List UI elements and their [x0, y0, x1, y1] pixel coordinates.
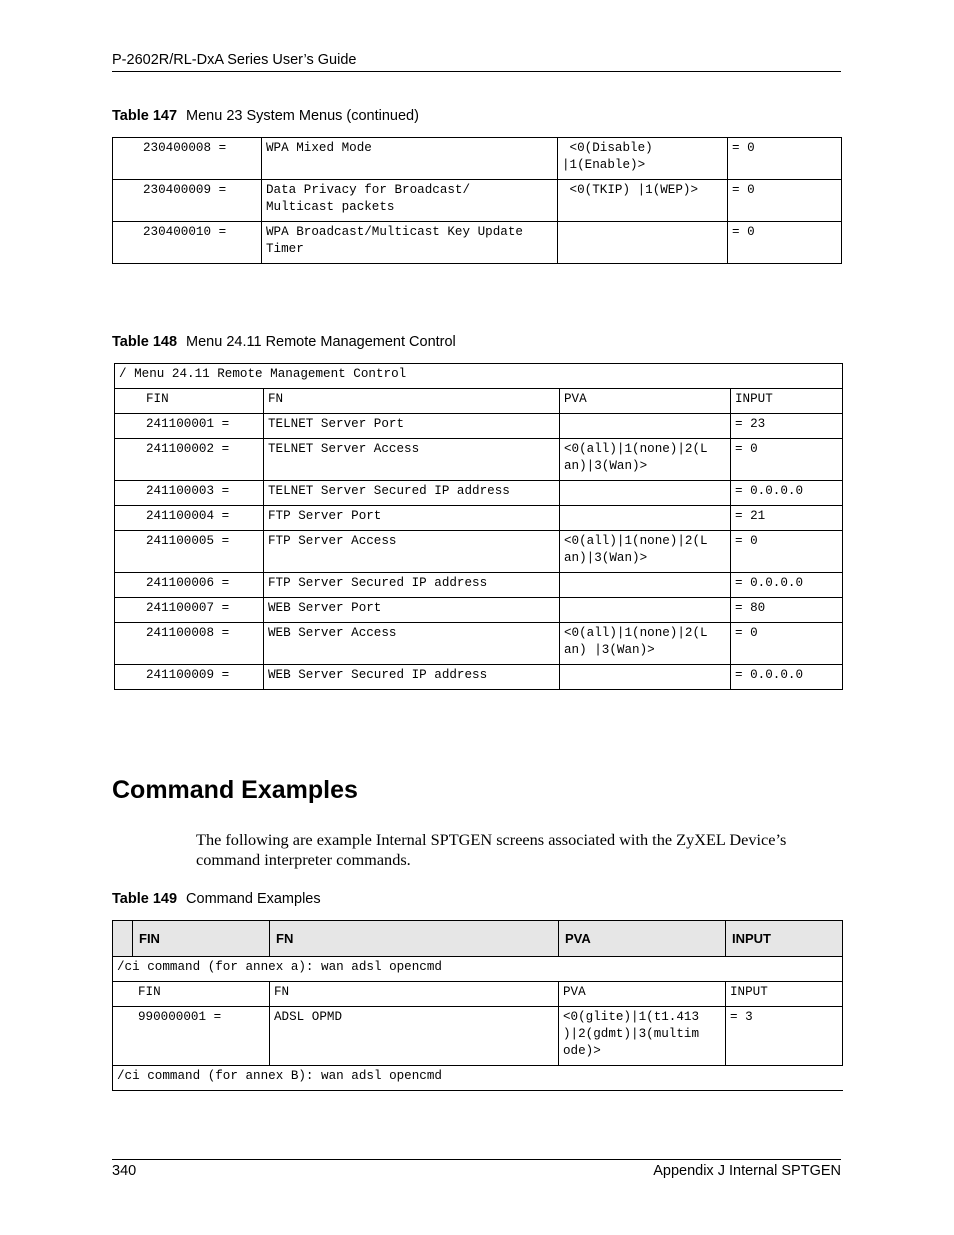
pva-cell: [560, 506, 731, 531]
menu-row: [115, 364, 843, 389]
table-148-title: Menu 24.11 Remote Management Control: [186, 334, 456, 350]
table-row: [115, 439, 843, 481]
pva-header: PVA: [560, 389, 731, 414]
fin-cell: 241100007 =: [115, 598, 264, 623]
table-147: [112, 137, 842, 264]
fin-header: FIN: [115, 389, 264, 414]
fn-cell: TELNET Server Port: [264, 414, 560, 439]
table-row: [113, 222, 842, 264]
fn-cell: FTP Server Access: [264, 531, 560, 573]
fn-cell: FTP Server Secured IP address: [264, 573, 560, 598]
fin-cell: 241100008 =: [115, 623, 264, 665]
table-149-title: Command Examples: [186, 891, 321, 907]
fin-cell: 230400010 =: [113, 222, 262, 264]
input-cell: = 0: [731, 439, 843, 481]
pva-cell: [560, 665, 731, 690]
table-row: [115, 623, 843, 665]
footer-section: Appendix J Internal SPTGEN: [653, 1163, 841, 1179]
table-148-caption: [112, 334, 456, 350]
command-cell: /ci command (for annex B): wan adsl opencmd: [113, 1066, 843, 1091]
pva-cell: <0(all)|1(none)|2(L an)|3(Wan)>: [560, 439, 731, 481]
fn-cell: WEB Server Secured IP address: [264, 665, 560, 690]
pva-cell: [560, 414, 731, 439]
menu-title-cell: / Menu 24.11 Remote Management Control: [115, 364, 843, 389]
fn-cell: TELNET Server Access: [264, 439, 560, 481]
table-row: [115, 481, 843, 506]
fn-cell: WPA Mixed Mode: [262, 138, 558, 180]
fn-cell: TELNET Server Secured IP address: [264, 481, 560, 506]
input-cell: = 23: [731, 414, 843, 439]
fin-cell: 241100009 =: [115, 665, 264, 690]
fin-header: FIN: [113, 982, 270, 1007]
input-cell: = 0: [731, 623, 843, 665]
fin-cell: 241100005 =: [115, 531, 264, 573]
fin-cell: 241100002 =: [115, 439, 264, 481]
fn-cell: Data Privacy for Broadcast/ Multicast packets: [262, 180, 558, 222]
input-cell: = 0.0.0.0: [731, 481, 843, 506]
input-cell: = 0: [728, 138, 842, 180]
input-cell: = 21: [731, 506, 843, 531]
fin-cell: 241100001 =: [115, 414, 264, 439]
fn-header: FN: [270, 921, 559, 957]
pva-cell: [560, 481, 731, 506]
section-title: Command Examples: [112, 776, 358, 804]
fin-cell: 241100006 =: [115, 573, 264, 598]
table-row: [115, 598, 843, 623]
fin-cell: 241100003 =: [115, 481, 264, 506]
input-cell: = 0.0.0.0: [731, 573, 843, 598]
input-header: INPUT: [726, 921, 843, 957]
table-row: [115, 531, 843, 573]
table-148-label: Table 148: [112, 334, 178, 350]
table-row: [113, 138, 842, 180]
table-row: [115, 414, 843, 439]
fn-cell: WPA Broadcast/Multicast Key Update Timer: [262, 222, 558, 264]
pva-cell: <0(Disable) |1(Enable)>: [558, 138, 728, 180]
table-row: [115, 665, 843, 690]
input-header: INPUT: [731, 389, 843, 414]
table-147-title: Menu 23 System Menus (continued): [186, 108, 419, 124]
table-row: [113, 1007, 843, 1066]
column-header-row: [115, 389, 843, 414]
fin-cell: 230400008 =: [113, 138, 262, 180]
command-row: [113, 957, 843, 982]
fn-cell: ADSL OPMD: [270, 1007, 559, 1066]
pva-cell: <0(all)|1(none)|2(L an) |3(Wan)>: [560, 623, 731, 665]
command-row: [113, 1066, 843, 1091]
pva-cell: [560, 598, 731, 623]
pva-cell: <0(glite)|1(t1.413 )|2(gdmt)|3(multim ode)>: [559, 1007, 726, 1066]
fin-cell: 241100004 =: [115, 506, 264, 531]
input-cell: = 0.0.0.0: [731, 665, 843, 690]
table-row: [115, 573, 843, 598]
fin-cell: 230400009 =: [113, 180, 262, 222]
table-row: [113, 180, 842, 222]
table-row: [115, 506, 843, 531]
column-header-row: [113, 982, 843, 1007]
fn-header: FN: [264, 389, 560, 414]
fn-cell: WEB Server Access: [264, 623, 560, 665]
header-rule: [112, 71, 841, 72]
input-cell: = 0: [728, 222, 842, 264]
header-spacer-cell: [113, 921, 133, 957]
table-149-caption: [112, 891, 321, 907]
input-cell: = 80: [731, 598, 843, 623]
footer-rule: [112, 1159, 841, 1160]
fin-cell: 990000001 =: [113, 1007, 270, 1066]
page-number: 340: [112, 1163, 137, 1179]
pva-cell: <0(all)|1(none)|2(L an)|3(Wan)>: [560, 531, 731, 573]
table-149: [112, 920, 843, 1091]
pva-header: PVA: [559, 982, 726, 1007]
input-cell: = 0: [728, 180, 842, 222]
table-148: [114, 363, 843, 690]
pva-header: PVA: [559, 921, 726, 957]
intro-paragraph: The following are example Internal SPTGEN screens associated with the ZyXEL Device’s command interpreter commands.: [196, 830, 787, 869]
table-147-label: Table 147: [112, 108, 178, 124]
pva-cell: [558, 222, 728, 264]
table-147-caption: [112, 108, 419, 124]
pva-cell: <0(TKIP) |1(WEP)>: [558, 180, 728, 222]
fin-header: FIN: [133, 921, 270, 957]
input-cell: = 0: [731, 531, 843, 573]
table-header-row: [113, 921, 843, 957]
fn-cell: FTP Server Port: [264, 506, 560, 531]
fn-cell: WEB Server Port: [264, 598, 560, 623]
running-header: P-2602R/RL-DxA Series User’s Guide: [112, 52, 357, 68]
fn-header: FN: [270, 982, 559, 1007]
input-cell: = 3: [726, 1007, 843, 1066]
pva-cell: [560, 573, 731, 598]
input-header: INPUT: [726, 982, 843, 1007]
command-cell: /ci command (for annex a): wan adsl opencmd: [113, 957, 843, 982]
table-149-label: Table 149: [112, 891, 178, 907]
